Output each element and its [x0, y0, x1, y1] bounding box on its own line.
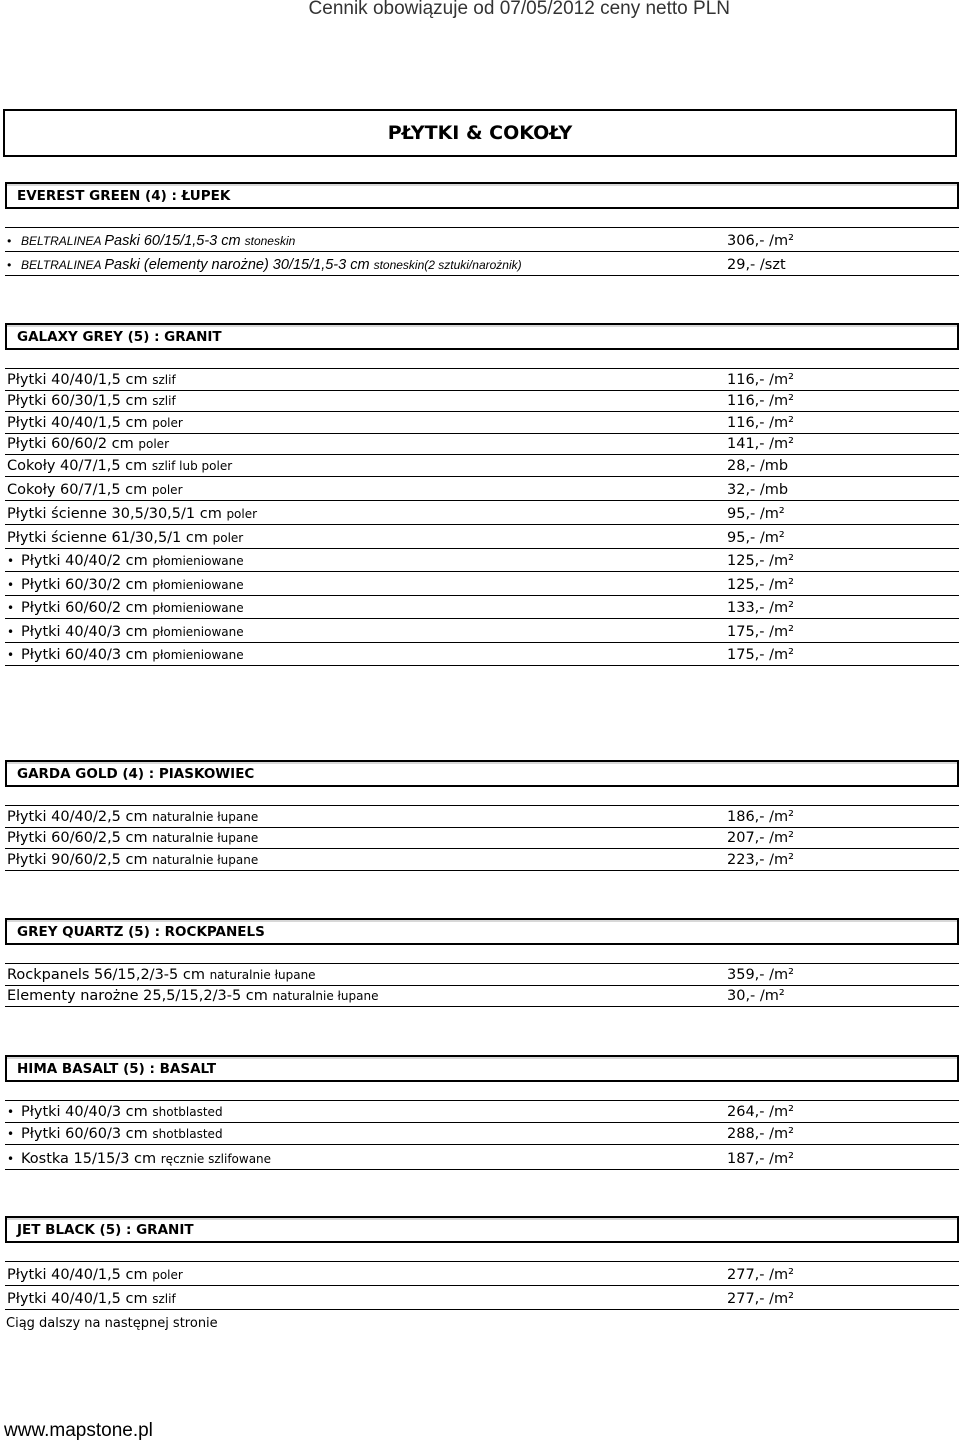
product-finish: naturalnie łupane — [152, 810, 259, 824]
price-row — [5, 619, 959, 643]
product-price: 186,- /m² — [727, 809, 794, 825]
product-description — [7, 482, 183, 498]
product-price: 277,- /m² — [727, 1267, 794, 1283]
product-price: 359,- /m² — [727, 967, 794, 983]
product-description — [7, 553, 244, 569]
product-finish: shotblasted — [152, 1105, 223, 1119]
continuation-note: Ciąg dalszy na następnej stronie — [6, 1316, 218, 1331]
product-finish: poler — [151, 483, 183, 497]
product-name: Płytki 40/40/3 cm — [21, 624, 153, 640]
product-brand: BELTRALINEA — [21, 258, 105, 272]
product-finish: płomieniowane — [152, 648, 244, 662]
section-title: GREY QUARTZ (5) : ROCKPANELS — [5, 918, 959, 945]
price-section — [5, 182, 959, 276]
price-list — [5, 963, 959, 1007]
product-name: Płytki 60/60/3 cm — [21, 1126, 153, 1142]
product-finish: szlif — [152, 373, 176, 387]
product-description — [7, 1291, 176, 1307]
product-price: 32,- /mb — [727, 482, 789, 498]
price-section — [5, 1216, 959, 1310]
bullet-icon: • — [7, 648, 15, 662]
price-row — [5, 986, 959, 1007]
product-finish: shotblasted — [152, 1127, 223, 1141]
product-finish: płomieniowane — [152, 554, 244, 568]
product-price: 95,- /m² — [727, 530, 785, 546]
product-price: 133,- /m² — [727, 600, 794, 616]
price-row — [5, 1286, 959, 1310]
product-finish: ręcznie szlifowane — [160, 1152, 272, 1166]
bullet-icon: • — [7, 578, 15, 592]
product-description — [7, 809, 258, 825]
product-name: Płytki 40/40/2,5 cm — [7, 809, 153, 825]
price-validity-note: Cennik obowiązuje od 07/05/2012 ceny netto PLN — [308, 0, 730, 19]
product-price: 175,- /m² — [727, 624, 794, 640]
product-price: 116,- /m² — [727, 372, 794, 388]
product-name: Paski (elementy narożne) 30/15/1,5-3 cm — [104, 257, 374, 273]
product-finish: szlif — [152, 1292, 176, 1306]
product-description — [7, 988, 379, 1004]
product-finish: naturalnie łupane — [152, 831, 259, 845]
price-row — [5, 828, 959, 849]
page-title-box — [3, 109, 957, 157]
product-brand: BELTRALINEA — [21, 234, 105, 248]
product-description — [7, 624, 244, 640]
price-row — [5, 412, 959, 434]
product-finish: stoneskin(2 sztuki/narożnik) — [373, 258, 522, 272]
product-description — [7, 530, 243, 546]
price-section — [5, 918, 959, 1007]
price-row — [5, 228, 959, 252]
product-price: 28,- /mb — [727, 458, 789, 474]
section-title: GALAXY GREY (5) : GRANIT — [5, 323, 959, 350]
price-row — [5, 964, 959, 986]
product-description — [7, 967, 316, 983]
product-finish: poler — [152, 1268, 183, 1282]
product-name: Płytki 40/40/1,5 cm — [7, 1267, 153, 1283]
product-finish: poler — [152, 416, 183, 430]
product-description — [7, 1126, 223, 1142]
product-description — [7, 257, 522, 273]
product-name: Płytki 40/40/1,5 cm — [7, 372, 153, 388]
product-name: Płytki 40/40/1,5 cm — [7, 1291, 153, 1307]
product-name: Płytki 90/60/2,5 cm — [7, 852, 153, 868]
product-description — [7, 458, 232, 474]
price-row — [5, 501, 959, 525]
price-row — [5, 1262, 959, 1286]
price-row — [5, 369, 959, 391]
bullet-icon: • — [7, 234, 12, 248]
product-name: Rockpanels 56/15,2/3-5 cm — [7, 967, 210, 983]
product-finish: naturalnie łupane — [272, 989, 379, 1003]
product-description — [7, 233, 295, 249]
product-name: Płytki 40/40/2 cm — [21, 553, 153, 569]
section-title: HIMA BASALT (5) : BASALT — [5, 1055, 959, 1082]
bullet-icon: • — [7, 601, 15, 615]
price-row — [5, 455, 959, 477]
product-description — [7, 830, 258, 846]
price-section — [5, 760, 959, 871]
product-price: 187,- /m² — [727, 1151, 794, 1167]
price-row — [5, 252, 959, 276]
product-description — [7, 1151, 271, 1167]
product-finish: naturalnie łupane — [152, 853, 259, 867]
product-finish: płomieniowane — [152, 601, 244, 615]
product-name: Płytki ścienne 30,5/30,5/1 cm — [7, 506, 227, 522]
product-price: 141,- /m² — [727, 436, 794, 452]
product-name: Cokoły 40/7/1,5 cm — [7, 458, 152, 474]
price-row — [5, 572, 959, 596]
price-list — [5, 368, 959, 666]
product-price: 116,- /m² — [727, 415, 794, 431]
product-price: 116,- /m² — [727, 393, 794, 409]
product-name: Paski 60/15/1,5-3 cm — [104, 233, 245, 249]
product-description — [7, 436, 169, 452]
product-finish: poler — [138, 437, 169, 451]
price-row — [5, 391, 959, 412]
product-price: 125,- /m² — [727, 553, 794, 569]
product-finish: płomieniowane — [152, 625, 244, 639]
product-price: 277,- /m² — [727, 1291, 794, 1307]
product-finish: poler — [212, 531, 244, 545]
price-row — [5, 477, 959, 501]
price-row — [5, 1123, 959, 1145]
product-finish: szlif — [152, 394, 176, 408]
price-row — [5, 849, 959, 871]
price-row — [5, 596, 959, 619]
product-finish: stoneskin — [244, 234, 296, 248]
product-name: Kostka 15/15/3 cm — [21, 1151, 161, 1167]
product-name: Płytki 60/60/2 cm — [7, 436, 139, 452]
product-name: Płytki 40/40/1,5 cm — [7, 415, 153, 431]
price-list — [5, 805, 959, 871]
product-description — [7, 577, 244, 593]
price-row — [5, 525, 959, 549]
product-price: 125,- /m² — [727, 577, 794, 593]
price-row — [5, 1101, 959, 1123]
bullet-icon: • — [7, 554, 15, 568]
product-price: 175,- /m² — [727, 647, 794, 663]
product-description — [7, 415, 183, 431]
product-description — [7, 506, 257, 522]
price-row — [5, 549, 959, 572]
product-name: Elementy narożne 25,5/15,2/3-5 cm — [7, 988, 273, 1004]
footer-url[interactable]: www.mapstone.pl — [4, 1420, 153, 1441]
price-row — [5, 643, 959, 666]
product-name: Płytki 60/40/3 cm — [21, 647, 153, 663]
price-row — [5, 1145, 959, 1170]
product-finish: naturalnie łupane — [209, 968, 316, 982]
price-section — [5, 323, 959, 666]
product-price: 288,- /m² — [727, 1126, 794, 1142]
bullet-icon: • — [7, 258, 12, 272]
product-price: 264,- /m² — [727, 1104, 794, 1120]
section-title: EVEREST GREEN (4) : ŁUPEK — [5, 182, 959, 209]
product-price: 223,- /m² — [727, 852, 794, 868]
product-price: 95,- /m² — [727, 506, 785, 522]
product-name: Płytki ścienne 61/30,5/1 cm — [7, 530, 213, 546]
price-section — [5, 1055, 959, 1170]
product-finish: szlif lub poler — [151, 459, 233, 473]
price-list — [5, 227, 959, 276]
product-description — [7, 1104, 223, 1120]
product-finish: płomieniowane — [152, 578, 244, 592]
price-row — [5, 806, 959, 828]
product-description — [7, 393, 176, 409]
bullet-icon: • — [7, 1127, 15, 1141]
product-description — [7, 600, 244, 616]
product-name: Cokoły 60/7/1,5 cm — [7, 482, 152, 498]
product-description — [7, 372, 176, 388]
product-name: Płytki 60/30/2 cm — [21, 577, 153, 593]
bullet-icon: • — [7, 1105, 15, 1119]
price-list — [5, 1100, 959, 1170]
product-description — [7, 1267, 183, 1283]
product-description — [7, 852, 258, 868]
product-price: 30,- /m² — [727, 988, 785, 1004]
page-title: PŁYTKI & COKOŁY — [387, 122, 573, 144]
product-name: Płytki 60/60/2 cm — [21, 600, 153, 616]
product-price: 29,- /szt — [727, 257, 786, 273]
product-price: 207,- /m² — [727, 830, 794, 846]
product-name: Płytki 60/30/1,5 cm — [7, 393, 153, 409]
product-price: 306,- /m² — [727, 233, 794, 249]
section-title: GARDA GOLD (4) : PIASKOWIEC — [5, 760, 959, 787]
section-title: JET BLACK (5) : GRANIT — [5, 1216, 959, 1243]
product-name: Płytki 60/60/2,5 cm — [7, 830, 153, 846]
product-name: Płytki 40/40/3 cm — [21, 1104, 153, 1120]
product-description — [7, 647, 244, 663]
product-finish: poler — [226, 507, 258, 521]
price-list — [5, 1261, 959, 1310]
bullet-icon: • — [7, 1152, 15, 1166]
price-row — [5, 434, 959, 455]
bullet-icon: • — [7, 625, 15, 639]
